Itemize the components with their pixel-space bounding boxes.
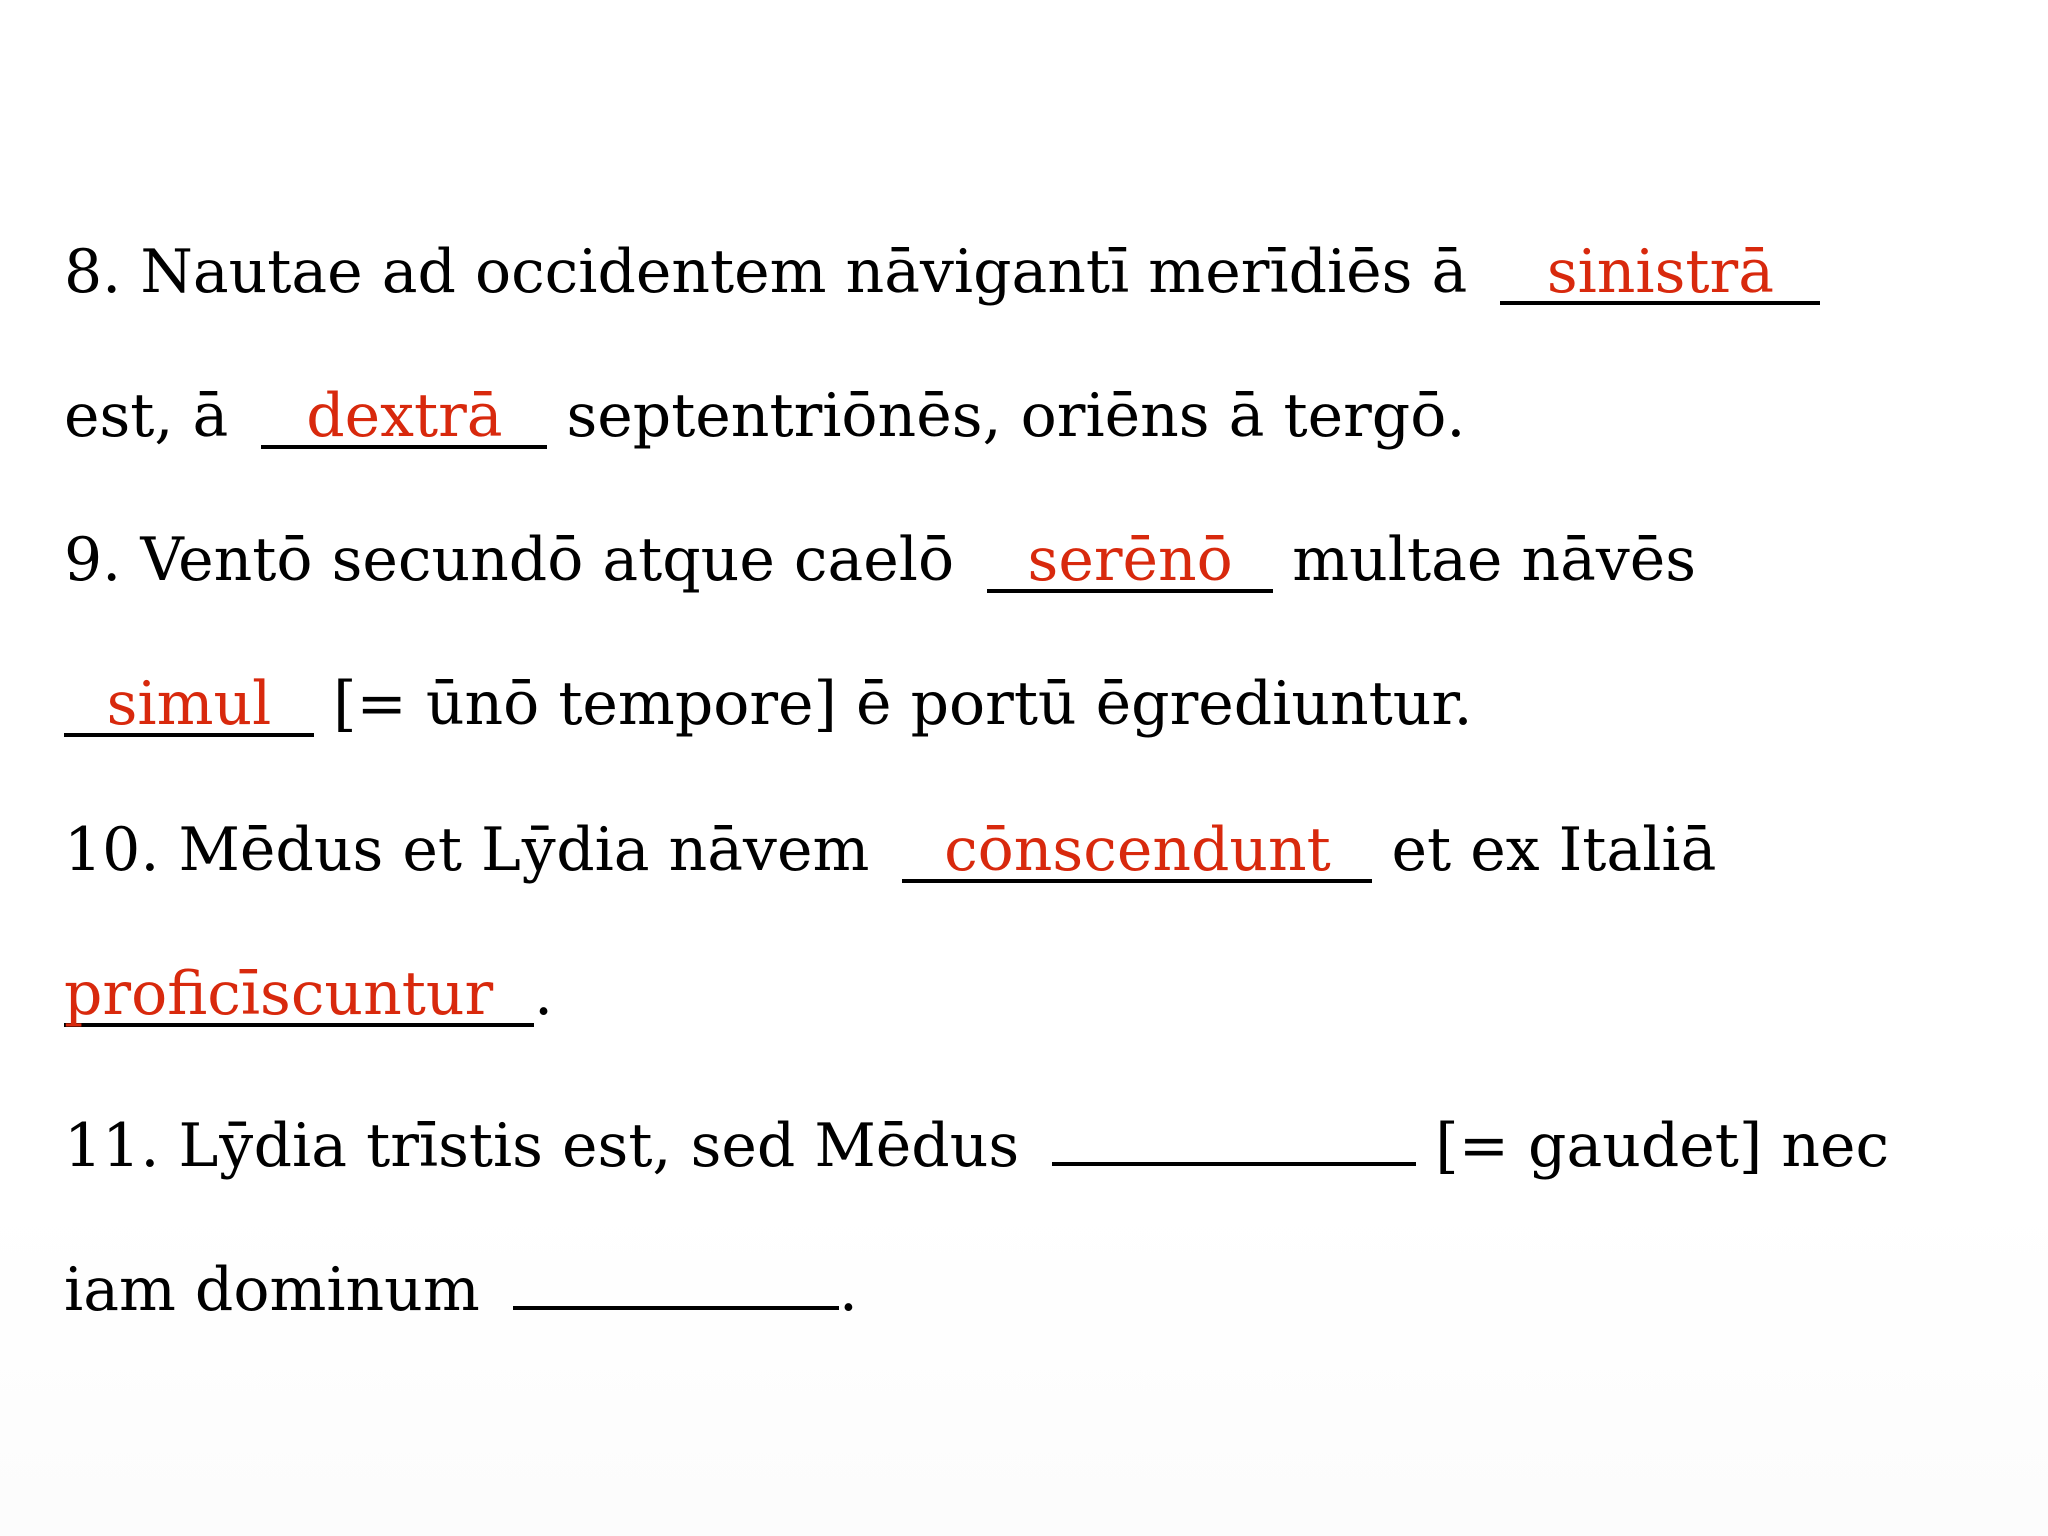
q10-text-1-end: et ex Italiā [1391, 815, 1717, 885]
q11-text-2-start: iam dominum [64, 1255, 480, 1325]
q9-text-2-end: [= ūnō tempore] ē portū ēgrediuntur. [333, 669, 1473, 739]
q9-text-1-start: 9. Ventō secundō atque caelō [64, 525, 955, 595]
q8-answer-1: sinistrā [1546, 237, 1774, 307]
q9-answer-1: serēnō [1027, 525, 1233, 595]
q8-line-2 [64, 376, 1465, 456]
q11-text-1-start: 11. Lӯdia trīstis est, sed Mēdus [64, 1111, 1020, 1181]
q8-answer-2: dextrā [306, 381, 503, 451]
q9-text-1-end: multae nāvēs [1292, 525, 1697, 595]
q11-blank-1 [1052, 1100, 1416, 1166]
q10-line-1 [64, 810, 1716, 890]
q9-line-2 [64, 664, 1473, 744]
q10-answer-1: cōnscendunt [944, 815, 1331, 885]
q10-text-2-end: . [534, 959, 554, 1029]
q11-blank-2 [513, 1244, 839, 1310]
q9-answer-2: simul [106, 669, 272, 739]
q10-blank-2 [64, 961, 534, 1027]
q11-line-2 [64, 1244, 858, 1324]
q11-text-2-end: . [838, 1255, 858, 1325]
q8-text-2-end: septentriōnēs, oriēns ā tergō. [566, 381, 1466, 451]
q10-blank-1 [902, 817, 1372, 883]
q8-blank-1 [1500, 239, 1820, 305]
q9-line-1 [64, 520, 1696, 600]
q10-answer-2: proficīscuntur [64, 959, 494, 1029]
q9-blank-2 [64, 671, 314, 737]
q11-line-1 [64, 1100, 1889, 1180]
q8-text-1: 8. Nautae ad occidentem nāvigantī merīdiēs ā [64, 237, 1468, 307]
q10-text-1-start: 10. Mēdus et Lӯdia nāvem [64, 815, 870, 885]
q9-blank-1 [987, 527, 1273, 593]
q11-text-1-end: [= gaudet] nec [1435, 1111, 1890, 1181]
q8-text-2-start: est, ā [64, 381, 229, 451]
q10-line-2 [64, 954, 553, 1034]
q8-line-1 [64, 232, 1820, 312]
q8-blank-2 [261, 383, 547, 449]
